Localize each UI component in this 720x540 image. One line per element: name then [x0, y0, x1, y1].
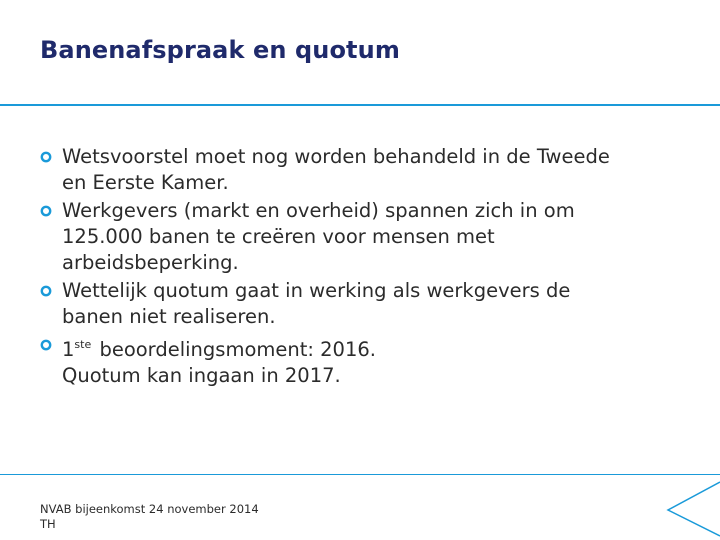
bullet-line: arbeidsbeperking. [62, 251, 239, 274]
bullet-list [40, 144, 700, 391]
bullet-line: banen niet realiseren. [62, 305, 276, 328]
bullet-line-rest: beoordelingsmoment: 2016. [99, 338, 376, 361]
bullet-line: Werkgevers (markt en overheid) spannen zich in om [62, 199, 575, 222]
slide-title: Banenafspraak en quotum [40, 36, 400, 64]
ring-bullet-icon [40, 285, 52, 297]
bullet-line: Wetsvoorstel moet nog worden behandeld in de Tweede [62, 145, 610, 168]
ring-bullet-icon [40, 151, 52, 163]
title-divider [0, 104, 720, 106]
list-item [40, 198, 700, 276]
list-item [40, 278, 700, 330]
bullet-line: 125.000 banen te creëren voor mensen met [62, 225, 495, 248]
bullet-line: Wettelijk quotum gaat in werking als werkgevers de [62, 279, 571, 302]
list-item [40, 332, 700, 389]
ring-bullet-icon [40, 205, 52, 217]
bullet-line: Quotum kan ingaan in 2017. [62, 364, 341, 387]
footer-initials: TH [40, 517, 56, 531]
footer [40, 502, 259, 532]
bullet-line: en Eerste Kamer. [62, 171, 229, 194]
corner-arrow-icon [660, 474, 720, 540]
ordinal-superscript: ste [74, 338, 92, 351]
bullet-line [62, 332, 700, 363]
footer-divider [0, 474, 720, 475]
list-item [40, 144, 700, 196]
ring-bullet-icon [40, 339, 52, 351]
ordinal-number: 1 [62, 338, 75, 361]
footer-event: NVAB bijeenkomst 24 november 2014 [40, 502, 259, 516]
